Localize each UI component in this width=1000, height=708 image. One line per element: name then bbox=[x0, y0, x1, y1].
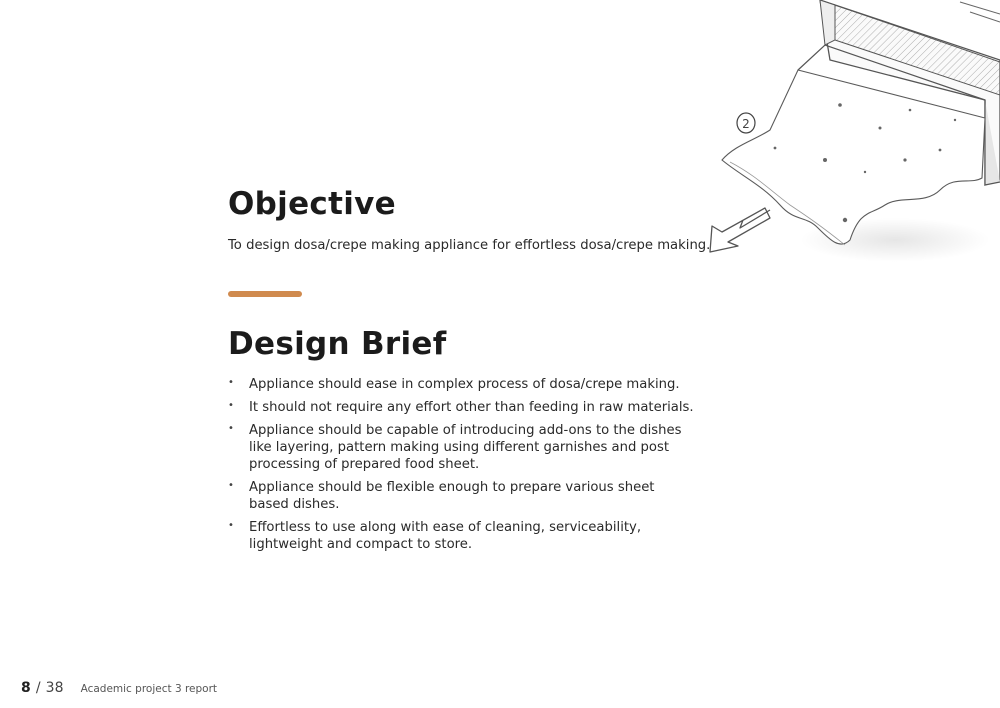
page-number-total: 38 bbox=[45, 680, 64, 696]
bullet-icon: • bbox=[228, 377, 234, 388]
bullet-icon: • bbox=[228, 400, 234, 411]
bullet-icon: • bbox=[228, 480, 234, 491]
objective-text: To design dosa/crepe making appliance for effortless dosa/crepe making. bbox=[228, 238, 711, 253]
brief-item bbox=[228, 519, 698, 553]
page-footer bbox=[21, 677, 217, 696]
objective-heading: Objective bbox=[228, 186, 396, 222]
report-name: Academic project 3 report bbox=[80, 683, 218, 695]
page-number-separator: / bbox=[35, 680, 41, 696]
brief-item-text: Appliance should ease in complex process of dosa/crepe making. bbox=[249, 377, 680, 392]
brief-item-text: Appliance should be capable of introducing add-ons to the dishes like layering, pattern making using different garnishes and post processing of prepared food sheet. bbox=[249, 423, 682, 472]
appliance-sketch bbox=[700, 0, 1000, 285]
design-brief-list bbox=[228, 376, 698, 559]
brief-item-text: Appliance should be flexible enough to prepare various sheet based dishes. bbox=[249, 480, 655, 512]
bullet-icon: • bbox=[228, 423, 234, 434]
page-number-current: 8 bbox=[21, 680, 31, 696]
brief-item-text: It should not require any effort other than feeding in raw materials. bbox=[249, 400, 694, 415]
design-brief-heading: Design Brief bbox=[228, 326, 447, 362]
brief-item bbox=[228, 479, 698, 513]
brief-item-text: Effortless to use along with ease of cleaning, serviceability, lightweight and compact to store. bbox=[249, 520, 642, 552]
bullet-icon: • bbox=[228, 520, 234, 531]
accent-divider bbox=[228, 291, 302, 297]
brief-item bbox=[228, 376, 698, 393]
step-number-label: 2 bbox=[742, 117, 750, 131]
brief-item bbox=[228, 422, 698, 473]
brief-item bbox=[228, 399, 698, 416]
